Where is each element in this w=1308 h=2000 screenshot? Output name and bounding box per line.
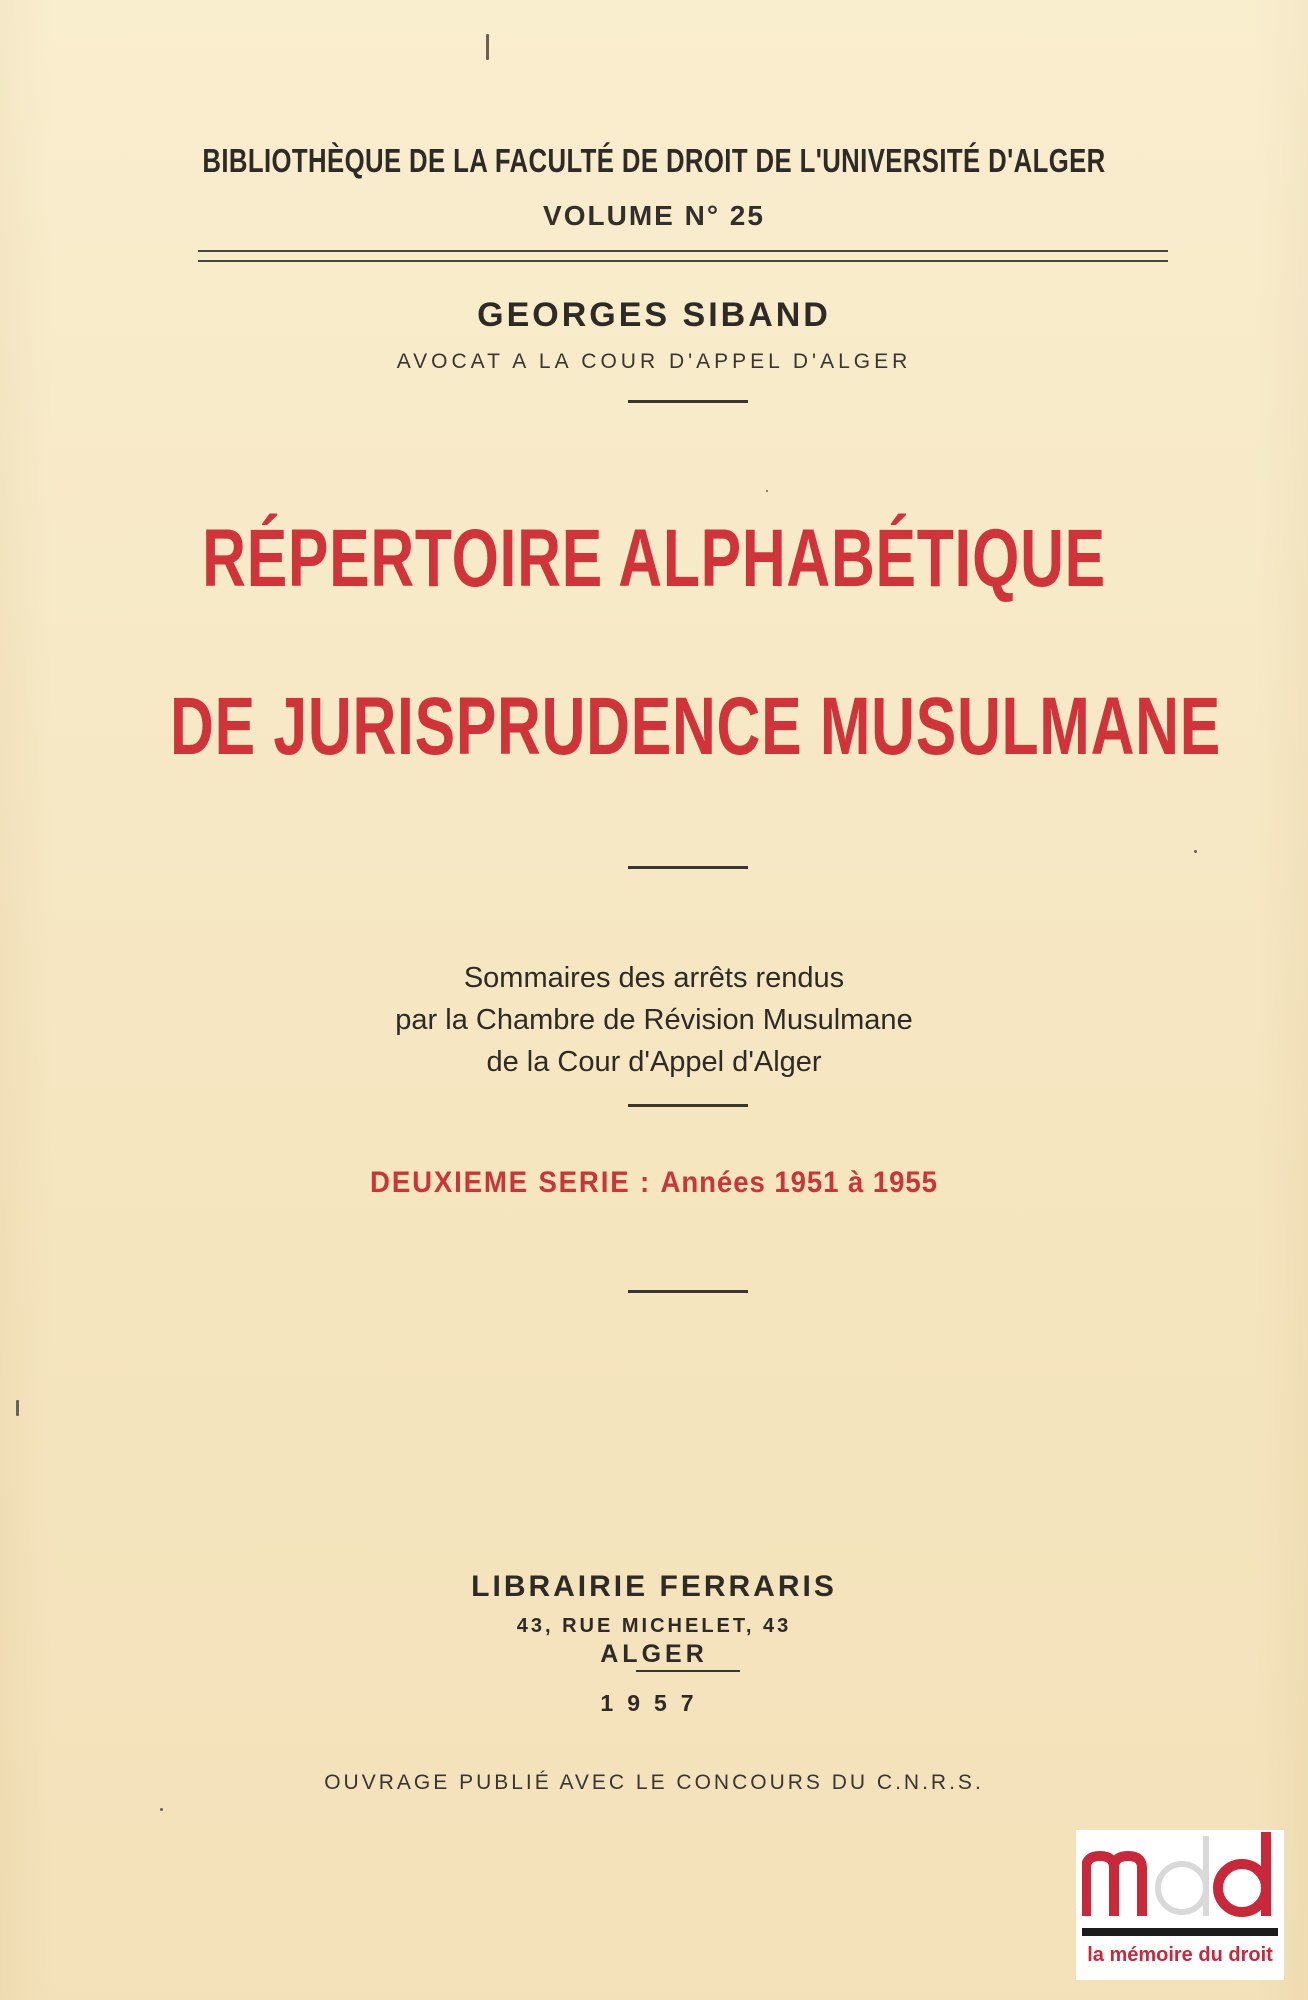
publisher-city: ALGER <box>600 1640 708 1668</box>
mdd-logo <box>1076 1830 1284 1980</box>
volume-number: VOLUME N° 25 <box>543 200 765 231</box>
logo-tagline: la mémoire du droit <box>1087 1944 1273 1966</box>
paper-speck <box>1194 850 1197 853</box>
subtitle-divider <box>628 1104 748 1107</box>
paper-speck <box>160 1808 163 1811</box>
series-label: DEUXIEME SERIE : <box>370 1166 652 1199</box>
publisher-address: 43, RUE MICHELET, 43 <box>516 1615 792 1637</box>
title-line-1: RÉPERTOIRE ALPHABÉTIQUE <box>202 513 1106 604</box>
author-role: AVOCAT A LA COUR D'APPEL D'ALGER <box>396 350 912 373</box>
publication-year: 1957 <box>600 1690 708 1716</box>
author-divider <box>628 400 748 403</box>
subtitle-line-1: Sommaires des arrêts rendus <box>463 962 845 994</box>
title-divider <box>628 866 748 869</box>
header-double-rule <box>198 250 1168 262</box>
library-header: BIBLIOTHÈQUE DE LA FACULTÉ DE DROIT DE L'UNIVERSITÉ D'ALGER <box>202 142 1106 179</box>
subtitle-line-3: de la Cour d'Appel d'Alger <box>486 1046 822 1078</box>
paper-speck <box>766 490 768 492</box>
title-line-2: DE JURISPRUDENCE MUSULMANE <box>170 681 1221 772</box>
city-underline <box>636 1670 740 1672</box>
paper-mark <box>16 1400 19 1416</box>
logo-bar <box>1082 1928 1278 1936</box>
paper-mark <box>486 34 489 60</box>
series-divider <box>628 1290 748 1293</box>
series-line <box>52 1166 1255 1200</box>
series-years: Années 1951 à 1955 <box>660 1166 938 1199</box>
mdd-logo-icon <box>1082 1828 1278 1918</box>
publisher-name: LIBRAIRIE FERRARIS <box>471 1570 837 1603</box>
subtitle-line-2: par la Chambre de Révision Musulmane <box>395 1004 913 1036</box>
author-name: GEORGES SIBAND <box>477 296 831 334</box>
cnrs-note: OUVRAGE PUBLIÉ AVEC LE CONCOURS DU C.N.R.S. <box>324 1771 984 1794</box>
